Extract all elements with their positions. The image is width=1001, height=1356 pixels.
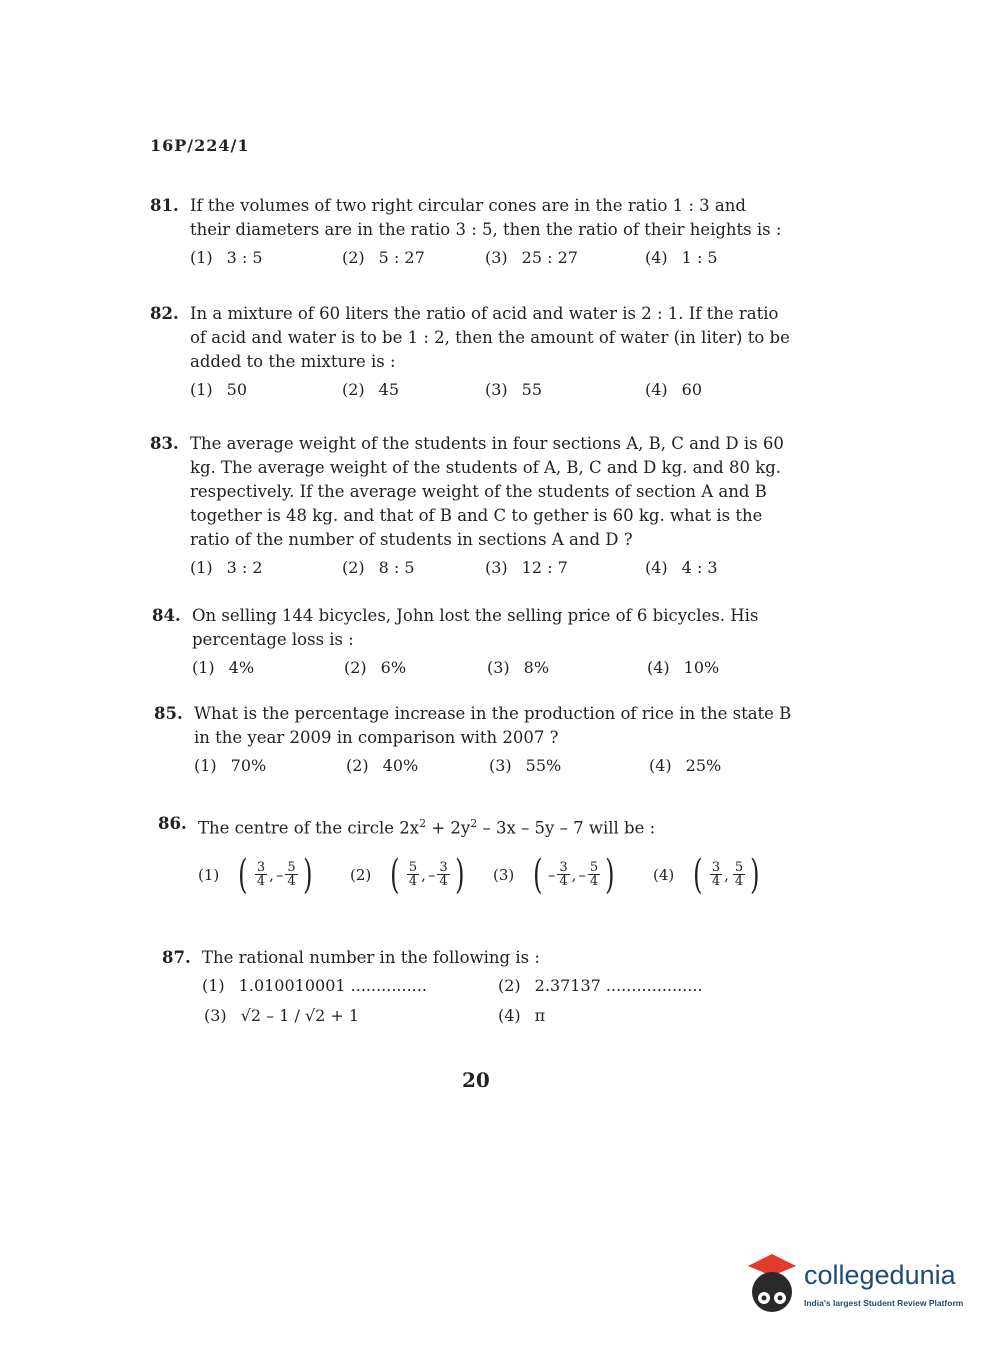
option-1: (1) 70%	[194, 756, 267, 775]
option-2: (2) ( $\frac{5}{4}$ , – $\frac{3}{4}$ )	[350, 851, 465, 898]
options-row	[190, 556, 790, 586]
option-3: (3) 12 : 7	[485, 558, 568, 577]
option-1: (1) 1.010010001 ...............	[202, 976, 427, 995]
option-2: (2) 5 : 27	[342, 248, 425, 267]
option-4: (4) 25%	[649, 756, 722, 775]
option-3: (3) 8%	[487, 658, 550, 677]
options-row	[202, 1004, 802, 1030]
question-text: In a mixture of 60 liters the ratio of acid and water is 2 : 1. If the ratio of acid and water is to be 1 : 2, then the amount of water (in liter) to be added to the mixture is :	[190, 304, 790, 371]
question-text: On selling 144 bicycles, John lost the selling price of 6 bicycles. His percentage loss is :	[192, 606, 759, 649]
question-number: 83.	[150, 434, 179, 453]
option-3: (3) √2 – 1 / √2 + 1	[204, 1006, 360, 1025]
options-row	[190, 378, 790, 408]
question-number: 86.	[158, 814, 187, 833]
option-2: (2) 2.37137 ...................	[498, 976, 703, 995]
options-row	[194, 754, 794, 784]
option-4: (4) π	[498, 1006, 546, 1025]
question-number: 85.	[154, 704, 183, 723]
option-4: (4) 1 : 5	[645, 248, 718, 267]
question-number: 84.	[152, 606, 181, 625]
question-87	[162, 946, 802, 1030]
question-text: What is the percentage increase in the production of rice in the state B in the year 2009 in comparison with 2007 ?	[194, 704, 792, 747]
collegedunia-logo	[742, 1252, 972, 1322]
question-84	[152, 604, 792, 686]
option-3: (3) 55%	[489, 756, 562, 775]
option-3: (3) 55	[485, 380, 543, 399]
question-82	[150, 302, 790, 408]
question-85	[154, 702, 794, 784]
option-2: (2) 6%	[344, 658, 407, 677]
question-81	[150, 194, 790, 276]
paper-code: 16P/224/1	[150, 136, 250, 155]
option-1: (1) 4%	[192, 658, 255, 677]
option-2: (2) 45	[342, 380, 400, 399]
question-text: The average weight of the students in four sections A, B, C and D is 60 kg. The average weight of the students of A, B, C and D kg. and 80 kg. respectively. If the average weight of the students of section A and B together is 48 kg. and that of B and C to gether is 60 kg. what is the ratio of the number of students in sections A and D ?	[190, 434, 784, 549]
option-2: (2) 40%	[346, 756, 419, 775]
page-number: 20	[462, 1068, 490, 1092]
options-row	[202, 974, 802, 1000]
question-83	[150, 432, 790, 586]
option-4: (4) ( $\frac{3}{4}$ , $\frac{5}{4}$ )	[653, 851, 760, 898]
question-number: 81.	[150, 196, 179, 215]
option-2: (2) 8 : 5	[342, 558, 415, 577]
options-row	[190, 246, 790, 276]
question-86	[158, 812, 798, 915]
options-row	[198, 851, 798, 915]
question-number: 82.	[150, 304, 179, 323]
question-text: The centre of the circle $2x^2 + 2y^2 - 3x - 5y - 7$ will be :	[198, 817, 656, 838]
option-1: (1) 50	[190, 380, 248, 399]
option-4: (4) 60	[645, 380, 703, 399]
mascot-icon	[742, 1252, 802, 1322]
logo-wordmark: collegedunia	[804, 1260, 956, 1290]
option-3: (3) 25 : 27	[485, 248, 578, 267]
question-text: The rational number in the following is :	[202, 948, 540, 967]
option-1: (1) 3 : 5	[190, 248, 263, 267]
option-1: (1) ( $\frac{3}{4}$ , – $\frac{5}{4}$ )	[198, 851, 313, 898]
question-number: 87.	[162, 948, 191, 967]
option-1: (1) 3 : 2	[190, 558, 263, 577]
option-4: (4) 10%	[647, 658, 720, 677]
question-text: If the volumes of two right circular cones are in the ratio 1 : 3 and their diameters are in the ratio 3 : 5, then the ratio of their heights is :	[190, 196, 782, 239]
options-row	[192, 656, 792, 686]
option-4: (4) 4 : 3	[645, 558, 718, 577]
option-3: (3) ( – $\frac{3}{4}$ , – $\frac{5}{4}$ )	[493, 851, 615, 898]
logo-tagline: India's largest Student Review Platform	[804, 1298, 964, 1308]
